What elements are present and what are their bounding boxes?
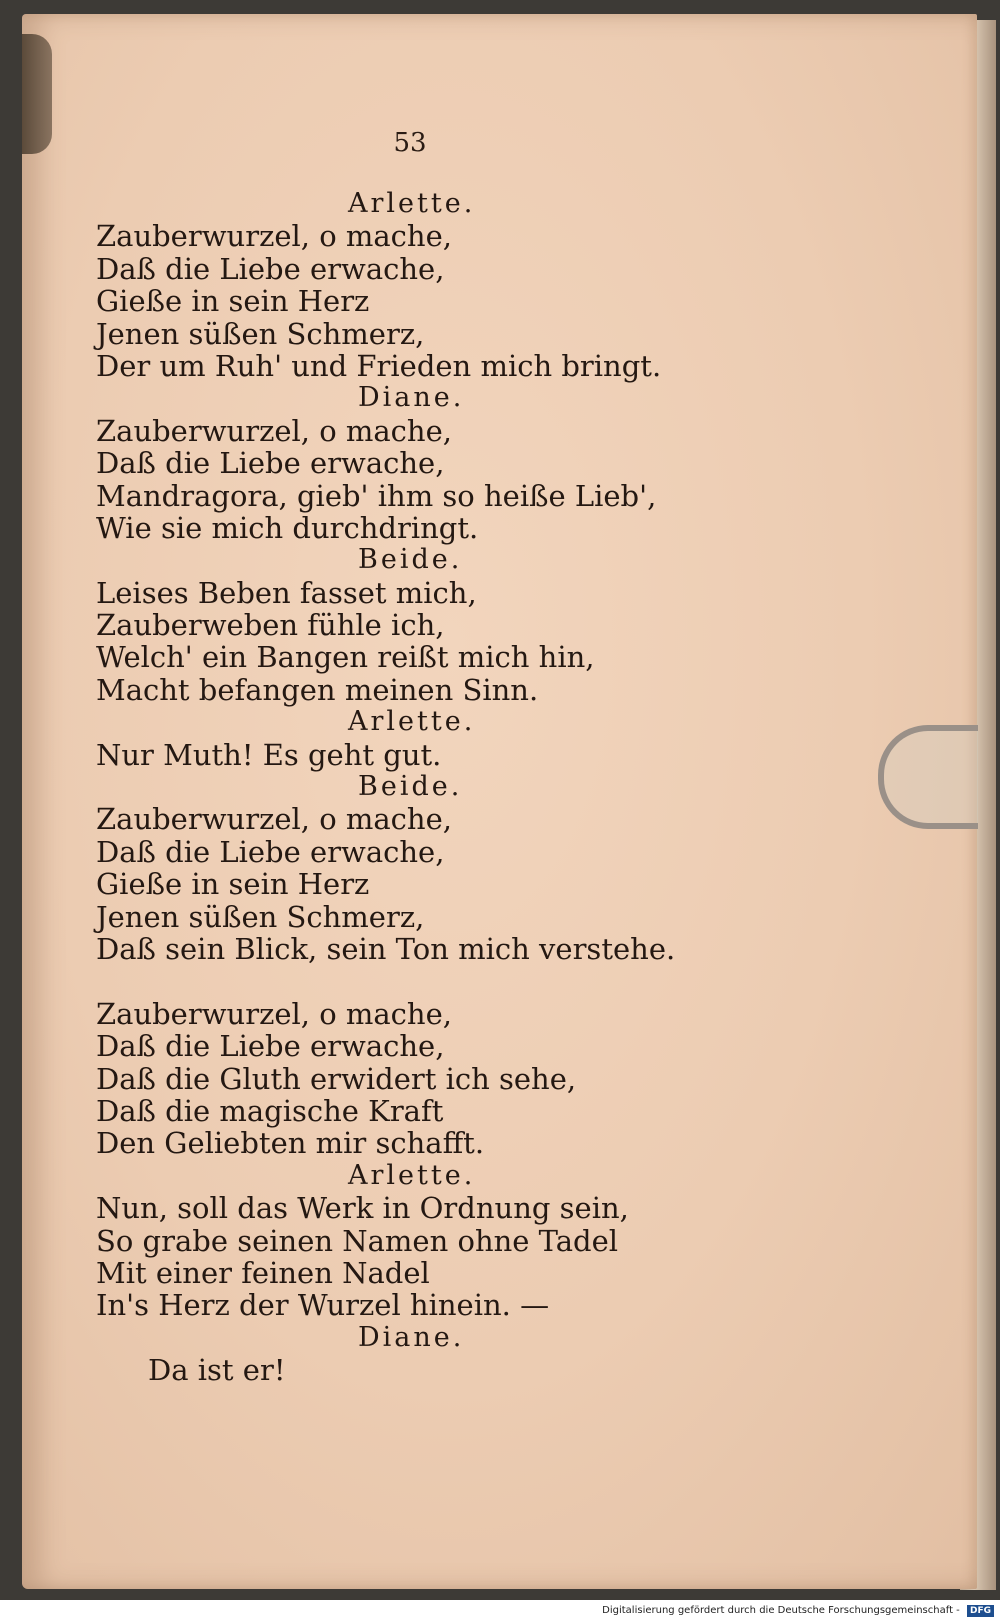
verse-line: Nur Muth! Es geht gut. (96, 737, 442, 772)
speaker-name: Arlette. (348, 706, 476, 738)
paper-clip (878, 725, 978, 829)
verse-line: Gieße in sein Herz (96, 284, 370, 319)
verse-line: Jenen süßen Schmerz, (96, 316, 425, 351)
verse-line: Der um Ruh' und Frieden mich bringt. (96, 348, 662, 383)
speaker-name: Arlette. (348, 188, 476, 219)
verse-line: Zauberwurzel, o mache, (96, 802, 452, 837)
verse-line: Mandragora, gieb' ihm so heiße Lieb', (96, 478, 657, 513)
verse-line: Jenen süßen Schmerz, (96, 899, 425, 934)
verse-line: Daß die Gluth erwidert ich sehe, (96, 1061, 577, 1096)
verse-line: Da ist er! (148, 1353, 286, 1388)
footer-credit-bar (0, 1600, 1000, 1622)
verse-line: Daß die magische Kraft (96, 1093, 444, 1128)
verse-line: In's Herz der Wurzel hinein. — (96, 1288, 550, 1323)
page-number: 53 (393, 128, 427, 158)
verse-line: Welch' ein Bangen reißt mich hin, (96, 640, 595, 675)
verse-line: Wie sie mich durchdringt. (96, 510, 479, 545)
verse-line: Macht befangen meinen Sinn. (96, 672, 539, 707)
stanza-break (96, 965, 796, 997)
verse-line: Daß sein Blick, sein Ton mich verstehe. (96, 931, 676, 966)
verse-line: Daß die Liebe erwache, (96, 446, 445, 481)
speaker-name: Diane. (358, 1321, 465, 1353)
verse-line: Daß die Liebe erwache, (96, 1029, 445, 1064)
verse-text (96, 188, 796, 1386)
verse-line: Zauberwurzel, o mache, (96, 413, 452, 448)
verse-line: Zauberwurzel, o mache, (96, 219, 452, 254)
verse-line: Zauberweben fühle ich, (96, 608, 445, 643)
speaker-name: Diane. (358, 382, 465, 414)
book-binding (22, 34, 52, 154)
verse-line: Daß die Liebe erwache, (96, 251, 445, 286)
verse-line: Zauberwurzel, o mache, (96, 996, 452, 1031)
speaker-name: Beide. (358, 544, 463, 576)
footer-credit: Digitalisierung gefördert durch die Deutsche Forschungsgemeinschaft - (602, 1605, 960, 1616)
verse-line: Mit einer feinen Nadel (96, 1255, 430, 1290)
verse-line: Gieße in sein Herz (96, 867, 370, 902)
dfg-logo: DFG (967, 1605, 994, 1617)
verse-line: Daß die Liebe erwache, (96, 834, 445, 869)
verse-line: Den Geliebten mir schafft. (96, 1126, 485, 1161)
verse-line: So grabe seinen Namen ohne Tadel (96, 1223, 619, 1258)
verse-line: Nun, soll das Werk in Ordnung sein, (96, 1191, 629, 1226)
speaker-name: Beide. (358, 771, 463, 803)
speaker-name: Arlette. (348, 1159, 476, 1191)
verse-line: Leises Beben fasset mich, (96, 575, 477, 610)
